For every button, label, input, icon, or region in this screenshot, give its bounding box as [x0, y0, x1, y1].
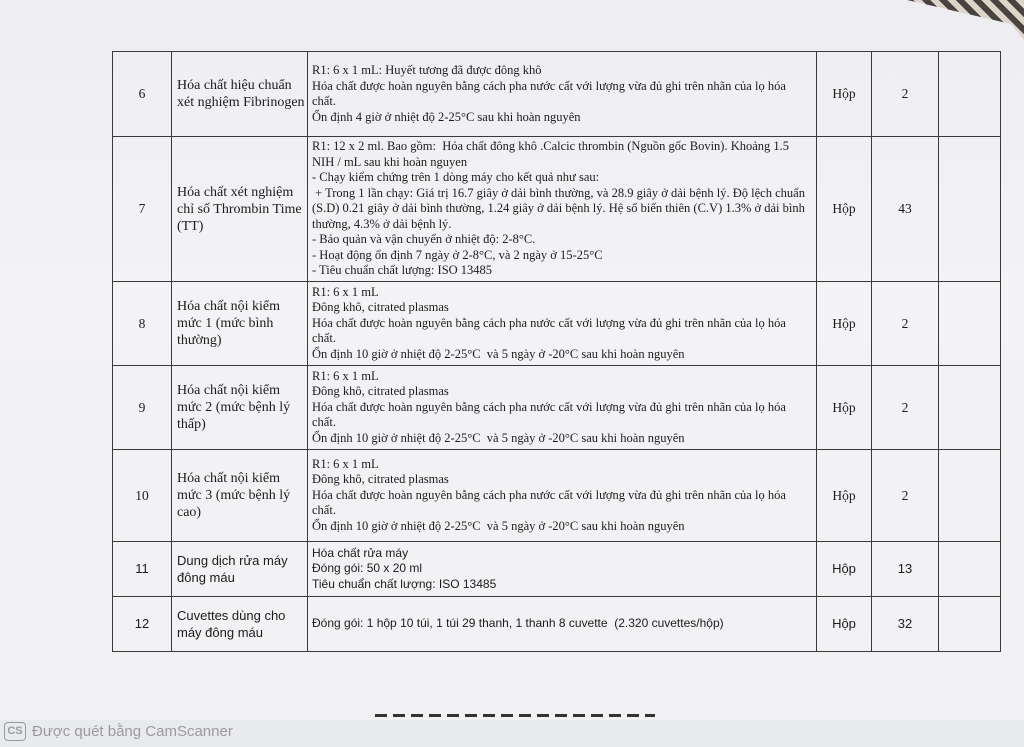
spec-line: Đóng gói: 1 hộp 10 túi, 1 túi 29 thanh, 1 thanh 8 cuvette (2.320 cuvettes/hộp)	[312, 616, 724, 631]
item-unit: Hộp	[817, 52, 872, 137]
table-row	[113, 137, 1001, 282]
row-number: 8	[113, 282, 172, 366]
spec-line: Hóa chất được hoàn nguyên bằng cách pha nước cất với lượng vừa đủ ghi trên nhãn của lọ hóa chất.	[312, 487, 790, 518]
watermark-text: Được quét bằng CamScanner	[32, 722, 233, 740]
camscanner-logo-icon: CS	[4, 722, 26, 741]
item-quantity: 2	[872, 366, 939, 450]
spec-line: Hóa chất rửa máy	[312, 545, 409, 560]
table-row	[113, 366, 1001, 450]
spec-line: Đóng gói: 50 x 20 ml	[312, 561, 423, 576]
spec-line: R1: 12 x 2 ml. Bao gồm: Hóa chất đông khô .Calcic thrombin (Nguồn gốc Bovin). Khoảng 1.5 NIH / mL sau khi hoàn nguyen	[312, 139, 793, 169]
item-quantity: 2	[872, 450, 939, 542]
item-quantity: 32	[872, 597, 939, 652]
empty-cell	[939, 366, 1001, 450]
spec-line: R1: 6 x 1 mL: Huyết tương đã được đông khô	[312, 63, 542, 77]
empty-cell	[939, 450, 1001, 542]
spec-line: R1: 6 x 1 mL	[312, 456, 379, 471]
item-name: Hóa chất nội kiểm mức 2 (mức bệnh lý thấp)	[172, 366, 308, 450]
item-quantity: 2	[872, 282, 939, 366]
row-number: 12	[113, 597, 172, 652]
item-name: Hóa chất nội kiểm mức 3 (mức bệnh lý cao)	[172, 450, 308, 542]
item-name: Cuvettes dùng cho máy đông máu	[172, 597, 308, 652]
spec-line: Hóa chất được hoàn nguyên bằng cách pha nước cất với lượng vừa đủ ghi trên nhãn của lọ hóa chất.	[312, 315, 790, 346]
spec-line: - Bảo quản và vận chuyển ở nhiệt độ: 2-8°C.	[312, 232, 536, 247]
spec-line: + Trong 1 lần chạy: Giá trị 16.7 giây ở dải bình thường, và 28.9 giây ở dải bệnh lý. Độ lệch chuẩn (S.D) 0.21 giây ở dải bình thường, 1.24 giây ở dải bệnh lý. Hệ số biến thiên (C.V) 1.3% ở dải bình thường, 4.3% ở dải bệnh lý.	[312, 185, 809, 231]
item-specification	[308, 597, 817, 652]
row-number: 11	[113, 542, 172, 597]
page-edge-shadow	[375, 714, 655, 717]
spec-line: Hóa chất được hoàn nguyên bằng cách pha nước cất với lượng vừa đủ ghi trên nhãn của lọ hóa chất.	[312, 78, 790, 108]
item-name: Hóa chất nội kiểm mức 1 (mức bình thường)	[172, 282, 308, 366]
table-row	[113, 542, 1001, 597]
item-specification	[308, 366, 817, 450]
spec-line: Đông khô, citrated plasmas	[312, 384, 449, 399]
empty-cell	[939, 137, 1001, 282]
item-unit: Hộp	[817, 137, 872, 282]
camscanner-watermark	[4, 720, 233, 742]
item-specification	[308, 282, 817, 366]
item-name: Hóa chất xét nghiệm chỉ số Thrombin Time (TT)	[172, 137, 308, 282]
row-number: 9	[113, 366, 172, 450]
item-specification	[308, 137, 817, 282]
empty-cell	[939, 542, 1001, 597]
item-unit: Hộp	[817, 366, 872, 450]
spec-line: Đông khô, citrated plasmas	[312, 472, 449, 487]
spec-line: Đông khô, citrated plasmas	[312, 300, 449, 315]
spec-line: - Tiêu chuẩn chất lượng: ISO 13485	[312, 263, 493, 278]
row-number: 7	[113, 137, 172, 282]
table-row	[113, 450, 1001, 542]
item-specification	[308, 542, 817, 597]
spec-line: Hóa chất được hoàn nguyên bằng cách pha nước cất với lượng vừa đủ ghi trên nhãn của lọ hóa chất.	[312, 399, 790, 430]
spec-line: - Hoạt động ổn định 7 ngày ở 2-8°C, và 2 ngày ở 15-25°C	[312, 247, 603, 262]
spec-line: Ổn định 4 giờ ở nhiệt độ 2-25°C sau khi hoàn nguyên	[312, 109, 581, 124]
table-row	[113, 52, 1001, 137]
spec-line: Ổn định 10 giờ ở nhiệt độ 2-25°C và 5 ngày ở -20°C sau khi hoàn nguyên	[312, 430, 685, 445]
table-body	[113, 52, 1001, 652]
table-row	[113, 282, 1001, 366]
background-pattern	[894, 0, 1024, 40]
empty-cell	[939, 52, 1001, 137]
item-specification	[308, 450, 817, 542]
item-unit: Hộp	[817, 282, 872, 366]
item-unit: Hộp	[817, 450, 872, 542]
empty-cell	[939, 597, 1001, 652]
spec-line: Ổn định 10 giờ ở nhiệt độ 2-25°C và 5 ngày ở -20°C sau khi hoàn nguyên	[312, 518, 685, 533]
spec-line: R1: 6 x 1 mL	[312, 368, 379, 383]
table-row	[113, 597, 1001, 652]
item-unit: Hộp	[817, 597, 872, 652]
item-quantity: 43	[872, 137, 939, 282]
supply-table	[112, 51, 1001, 652]
item-quantity: 2	[872, 52, 939, 137]
spec-line: - Chạy kiểm chứng trên 1 dòng máy cho kết quả như sau:	[312, 170, 600, 185]
spec-line: Tiêu chuẩn chất lượng: ISO 13485	[312, 576, 497, 591]
empty-cell	[939, 282, 1001, 366]
row-number: 6	[113, 52, 172, 137]
item-quantity: 13	[872, 542, 939, 597]
spec-line: R1: 6 x 1 mL	[312, 284, 379, 299]
spec-line: Ổn định 10 giờ ở nhiệt độ 2-25°C và 5 ngày ở -20°C sau khi hoàn nguyên	[312, 346, 685, 361]
row-number: 10	[113, 450, 172, 542]
item-name: Dung dịch rửa máy đông máu	[172, 542, 308, 597]
item-specification	[308, 52, 817, 137]
item-name: Hóa chất hiệu chuẩn xét nghiệm Fibrinogen	[172, 52, 308, 137]
item-unit: Hộp	[817, 542, 872, 597]
